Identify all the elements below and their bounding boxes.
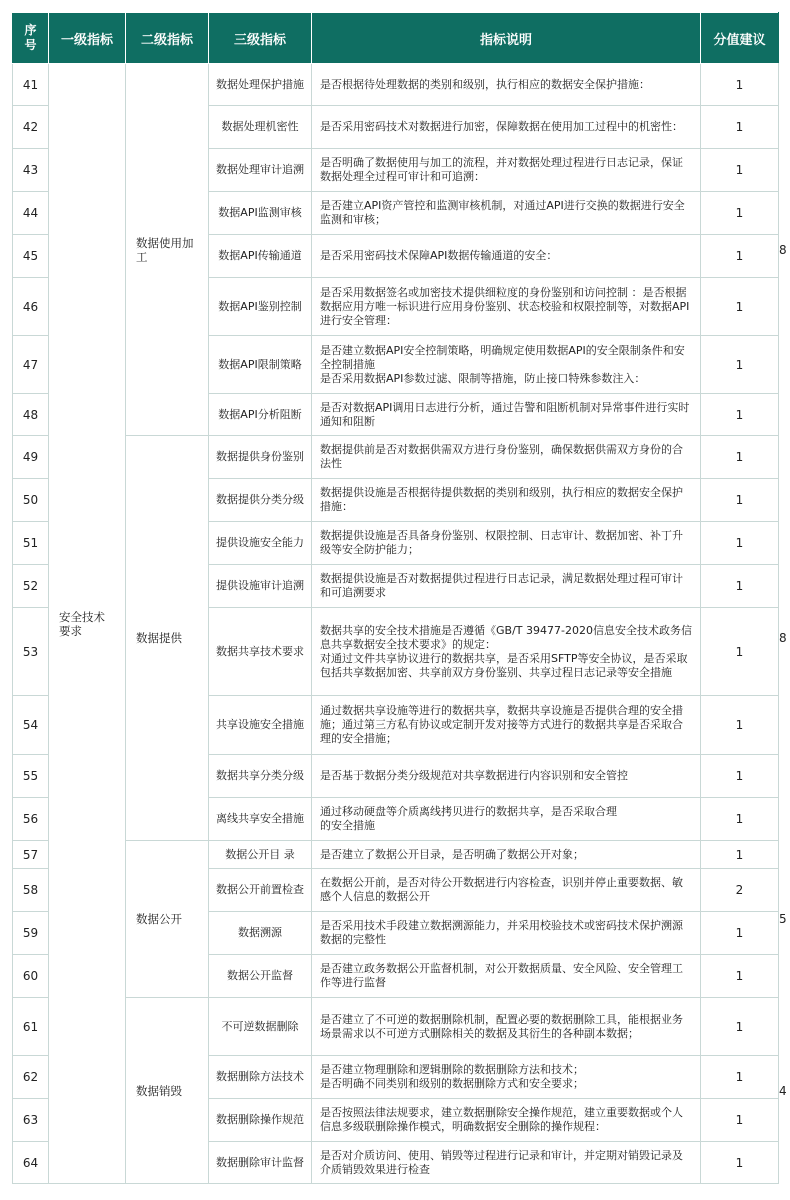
row-number: 58 [13, 869, 49, 912]
score-value: 1 [701, 336, 779, 394]
header-no[interactable]: 序号 [13, 13, 49, 64]
table-row: 61 数据销毁 不可逆数据删除 是否建立了不可逆的数据删除机制，配置必要的数据删除工具，能根据业务场景需求以不可逆方式删除相关的数据及其衍生的各种副本数据； 1 4 [13, 998, 779, 1056]
header-level2[interactable]: 二级指标 [126, 13, 209, 64]
level3-indicator: 数据删除操作规范 [209, 1099, 312, 1142]
row-number: 41 [13, 64, 49, 106]
indicator-description: 是否基于数据分类分级规范对共享数据进行内容识别和安全管控 [312, 755, 701, 798]
score-value: 1 [701, 696, 779, 755]
row-number: 54 [13, 696, 49, 755]
level3-indicator: 数据删除审计监督 [209, 1142, 312, 1184]
level3-indicator: 共享设施安全措施 [209, 696, 312, 755]
score-value: 1 [701, 278, 779, 336]
indicator-description: 是否根据待处理数据的类别和级别，执行相应的数据安全保护措施： [312, 64, 701, 106]
level3-indicator: 数据处理机密性 [209, 106, 312, 149]
indicator-description: 在数据公开前，是否对待公开数据进行内容检查，识别并停止重要数据、敏感个人信息的数据公开 [312, 869, 701, 912]
row-number: 53 [13, 608, 49, 696]
score-value: 1 [701, 106, 779, 149]
indicator-table-container [12, 12, 787, 1184]
score-value: 1 [701, 955, 779, 998]
indicator-description: 是否采用密码技术对数据进行加密，保障数据在使用加工过程中的机密性： [312, 106, 701, 149]
header-description[interactable]: 指标说明 [312, 13, 701, 64]
score-value: 1 [701, 192, 779, 235]
level2-indicator: 数据销毁 [126, 998, 209, 1184]
score-value: 1 [701, 755, 779, 798]
row-number: 52 [13, 565, 49, 608]
level3-indicator: 离线共享安全措施 [209, 798, 312, 841]
indicator-description: 是否采用密码技术保障API数据传输通道的安全： [312, 235, 701, 278]
level1-indicator: 安全技术要求 [49, 64, 126, 1184]
level3-indicator: 提供设施审计追溯 [209, 565, 312, 608]
header-level1[interactable]: 一级指标 [49, 13, 126, 64]
level3-indicator: 数据公开监督 [209, 955, 312, 998]
indicator-description: 数据提供设施是否对数据提供过程进行日志记录，满足数据处理过程可审计和可追溯要求 [312, 565, 701, 608]
row-number: 47 [13, 336, 49, 394]
row-number: 55 [13, 755, 49, 798]
level3-indicator: 数据共享分类分级 [209, 755, 312, 798]
indicator-description: 是否采用技术手段建立数据溯源能力，并采用校验技术或密码技术保护溯源数据的完整性 [312, 912, 701, 955]
row-number: 61 [13, 998, 49, 1056]
level2-indicator: 数据使用加工 [126, 64, 209, 436]
score-value: 1 [701, 608, 779, 696]
level3-indicator: 数据公开前置检查 [209, 869, 312, 912]
row-number: 48 [13, 394, 49, 436]
level3-indicator: 数据处理保护措施 [209, 64, 312, 106]
score-value: 1 [701, 912, 779, 955]
row-number: 46 [13, 278, 49, 336]
indicator-description: 通过移动硬盘等介质离线拷贝进行的数据共享，是否采取合理 的安全措施 [312, 798, 701, 841]
score-value: 1 [701, 798, 779, 841]
level3-indicator: 数据溯源 [209, 912, 312, 955]
score-value: 1 [701, 522, 779, 565]
indicator-description: 数据提供设施是否根据待提供数据的类别和级别，执行相应的数据安全保护措施： [312, 479, 701, 522]
row-number: 63 [13, 1099, 49, 1142]
indicator-description: 是否建立了不可逆的数据删除机制，配置必要的数据删除工具，能根据业务场景需求以不可逆方式删除相关的数据及其衍生的各种副本数据； [312, 998, 701, 1056]
row-number: 64 [13, 1142, 49, 1184]
indicator-description: 数据提供前是否对数据供需双方进行身份鉴别，确保数据供需双方身份的合法性 [312, 436, 701, 479]
row-number: 44 [13, 192, 49, 235]
score-value: 2 [701, 869, 779, 912]
row-number: 56 [13, 798, 49, 841]
row-number: 59 [13, 912, 49, 955]
table-row: 49 数据提供 数据提供身份鉴别 数据提供前是否对数据供需双方进行身份鉴别，确保数据供需双方身份的合法性 1 8 [13, 436, 779, 479]
level3-indicator: 提供设施安全能力 [209, 522, 312, 565]
indicator-description: 是否对介质访问、使用、销毁等过程进行记录和审计，并定期对销毁记录及介质销毁效果进行检查 [312, 1142, 701, 1184]
score-value: 1 [701, 1056, 779, 1099]
row-number: 50 [13, 479, 49, 522]
level3-indicator: 数据API鉴别控制 [209, 278, 312, 336]
row-number: 51 [13, 522, 49, 565]
level3-indicator: 数据提供分类分级 [209, 479, 312, 522]
row-number: 42 [13, 106, 49, 149]
table-row: 41 安全技术要求 数据使用加工 数据处理保护措施 是否根据待处理数据的类别和级别，执行相应的数据安全保护措施： 1 8 [13, 64, 779, 106]
indicator-description: 是否建立数据API安全控制策略，明确规定使用数据API的安全限制条件和安全控制措施 是否采用数据API参数过滤、限制等措施，防止接口特殊参数注入： [312, 336, 701, 394]
indicator-description: 数据提供设施是否具备身份鉴别、权限控制、日志审计、数据加密、补丁升级等安全防护能力； [312, 522, 701, 565]
score-value: 1 [701, 1142, 779, 1184]
score-value: 1 [701, 998, 779, 1056]
indicator-description: 是否建立政务数据公开监督机制，对公开数据质量、安全风险、安全管理工作等进行监督 [312, 955, 701, 998]
indicator-table [12, 12, 787, 1184]
score-value: 1 [701, 479, 779, 522]
row-number: 43 [13, 149, 49, 192]
row-number: 49 [13, 436, 49, 479]
indicator-description: 是否建立物理删除和逻辑删除的数据删除方法和技术； 是否明确不同类别和级别的数据删除方式和安全要求； [312, 1056, 701, 1099]
level3-indicator: 数据删除方法技术 [209, 1056, 312, 1099]
level3-indicator: 数据共享技术要求 [209, 608, 312, 696]
indicator-description: 是否对数据API调用日志进行分析，通过告警和阻断机制对异常事件进行实时通知和阻断 [312, 394, 701, 436]
level2-indicator: 数据提供 [126, 436, 209, 841]
row-number: 62 [13, 1056, 49, 1099]
level2-indicator: 数据公开 [126, 841, 209, 998]
score-value: 1 [701, 565, 779, 608]
indicator-description: 通过数据共享设施等进行的数据共享，数据共享设施是否提供合理的安全措施；通过第三方私有协议或定制开发对接等方式进行的数据共享是否采取合理的安全措施； [312, 696, 701, 755]
level3-indicator: 数据API监测审核 [209, 192, 312, 235]
score-value: 1 [701, 235, 779, 278]
row-number: 57 [13, 841, 49, 869]
level3-indicator: 数据提供身份鉴别 [209, 436, 312, 479]
score-value: 1 [701, 1099, 779, 1142]
level3-indicator: 数据API传输通道 [209, 235, 312, 278]
score-value: 1 [701, 436, 779, 479]
score-value: 1 [701, 64, 779, 106]
header-level3[interactable]: 三级指标 [209, 13, 312, 64]
table-header-row [13, 13, 779, 64]
level3-indicator: 数据API限制策略 [209, 336, 312, 394]
score-value: 1 [701, 394, 779, 436]
level3-indicator: 数据处理审计追溯 [209, 149, 312, 192]
indicator-description: 是否明确了数据使用与加工的流程，并对数据处理过程进行日志记录，保证数据处理全过程可审计和可追溯： [312, 149, 701, 192]
level3-indicator: 数据公开目 录 [209, 841, 312, 869]
score-value: 1 [701, 841, 779, 869]
row-number: 60 [13, 955, 49, 998]
indicator-description: 数据共享的安全技术措施是否遵循《GB/T 39477-2020信息安全技术政务信息共享数据安全技术要求》的规定： 对通过文件共享协议进行的数据共享，是否采用SFTP等安全协议，是否采取包括共享数据加密、共享前双方身份鉴别、共享过程日志记录等安全措施 [312, 608, 701, 696]
indicator-description: 是否建立API资产管控和监测审核机制，对通过API进行交换的数据进行安全监测和审核； [312, 192, 701, 235]
row-number: 45 [13, 235, 49, 278]
table-row: 57 数据公开 数据公开目 录 是否建立了数据公开目录，是否明确了数据公开对象； 1 5 [13, 841, 779, 869]
indicator-description: 是否建立了数据公开目录，是否明确了数据公开对象； [312, 841, 701, 869]
level3-indicator: 数据API分析阻断 [209, 394, 312, 436]
score-value: 1 [701, 149, 779, 192]
level3-indicator: 不可逆数据删除 [209, 998, 312, 1056]
indicator-description: 是否采用数据签名或加密技术提供细粒度的身份鉴别和访问控制 ：是否根据数据应用方唯一标识进行应用身份鉴别、状态校验和权限控制等，对数据API进行安全管理： [312, 278, 701, 336]
header-score[interactable]: 分值建议 [701, 13, 779, 64]
indicator-description: 是否按照法律法规要求，建立数据删除安全操作规范，建立重要数据或个人信息多级联删除操作模式，明确数据安全删除的操作规程： [312, 1099, 701, 1142]
